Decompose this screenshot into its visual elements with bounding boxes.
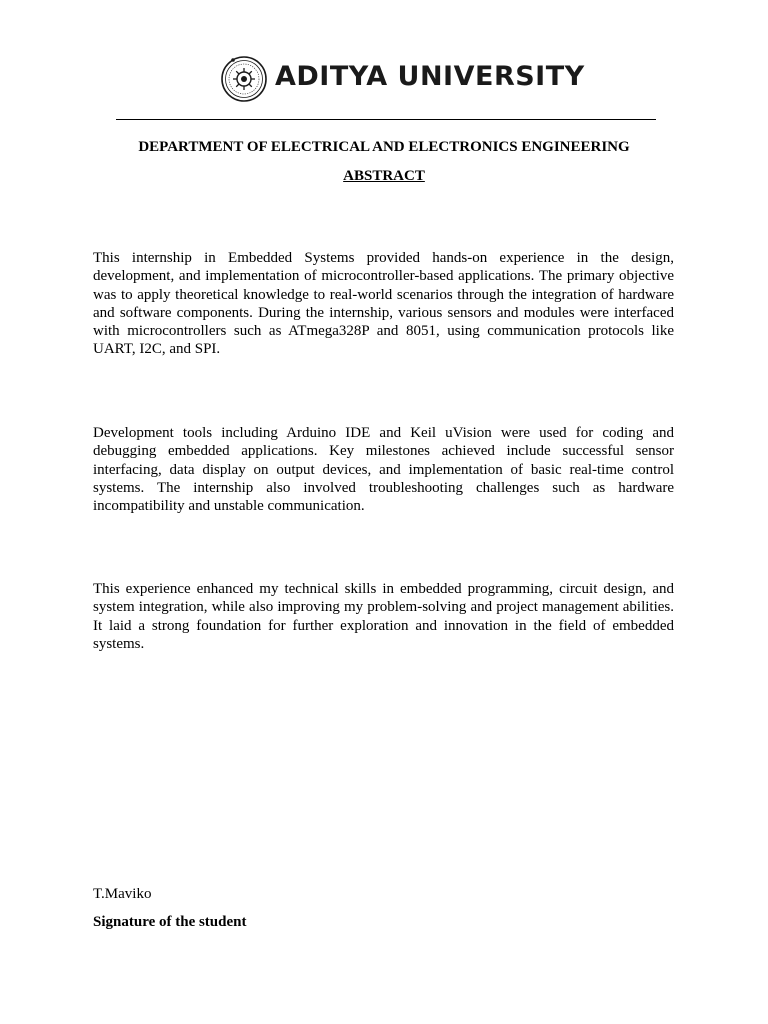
abstract-paragraph-2: Development tools including Arduino IDE and Keil uVision were used for coding and debugging embedded applications. Key milestones achieved include successful sensor interfacing, data display on output devices, and implementation of basic real-time control systems. The internship also involved troubleshooting challenges such as hardware incompatibility and unstable communication.: [93, 425, 674, 515]
university-header: [0, 52, 768, 108]
university-seal-icon: [220, 54, 268, 104]
university-logo-text: ADITYA UNIVERSITY: [275, 61, 585, 92]
department-title: DEPARTMENT OF ELECTRICAL AND ELECTRONICS ENGINEERING: [138, 139, 630, 155]
student-name: T.Maviko: [93, 886, 152, 902]
signature-label: Signature of the student: [93, 914, 247, 930]
section-heading: ABSTRACT: [343, 168, 425, 184]
header-divider: [116, 119, 656, 120]
abstract-paragraph-3: This experience enhanced my technical skills in embedded programming, circuit design, and system integration, while also improving my problem-solving and project management abilities. It laid a strong foundation for further exploration and innovation in the field of embedded systems.: [93, 581, 674, 652]
abstract-paragraph-1: This internship in Embedded Systems provided hands-on experience in the design, development, and implementation of microcontroller-based applications. The primary objective was to apply theoretical knowledge to real-world scenarios through the integration of hardware and software components. During the internship, various sensors and modules were interfaced with microcontrollers such as ATmega328P and 8051, using communication protocols like UART, I2C, and SPI.: [93, 250, 674, 358]
